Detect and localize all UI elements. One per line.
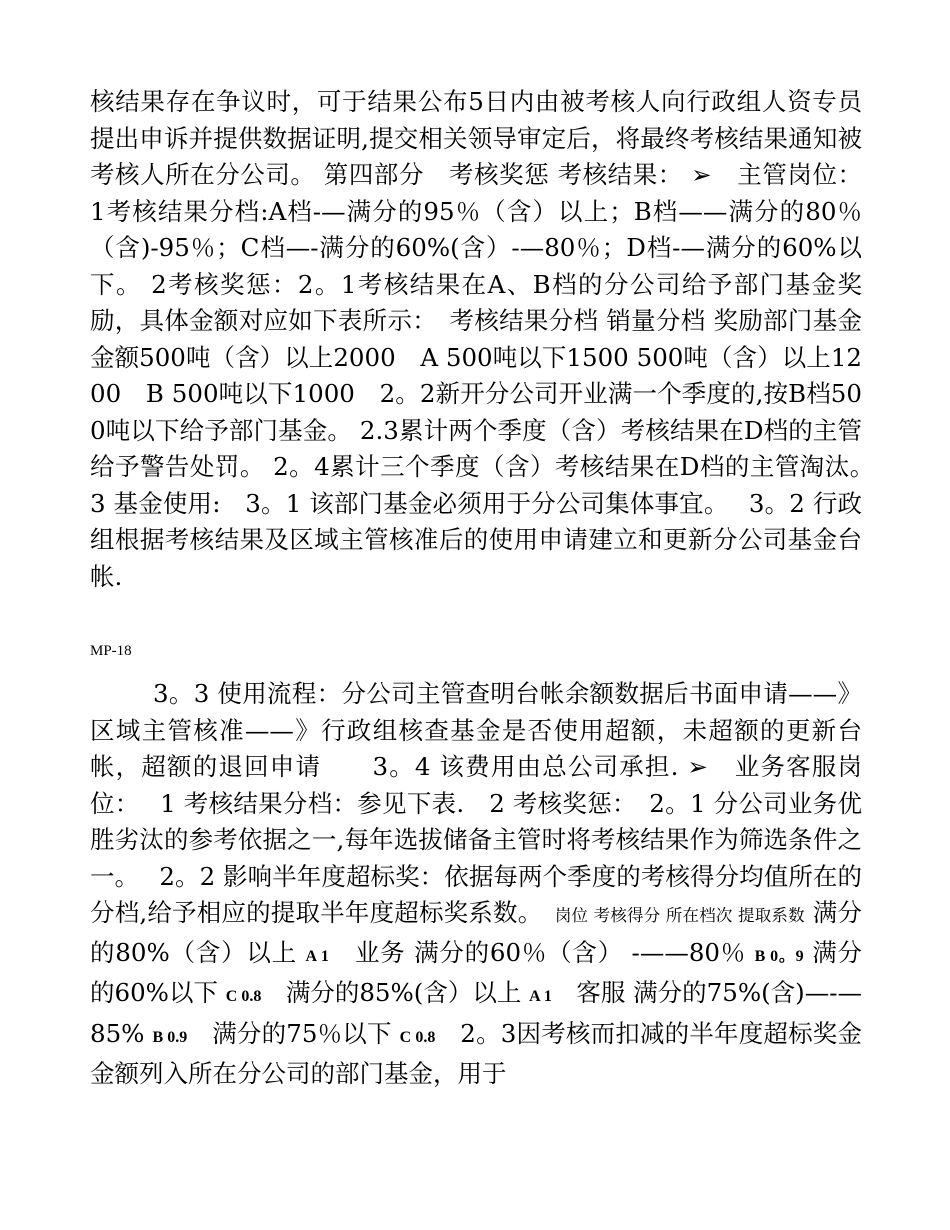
body-paragraph-1: 核结果存在争议时，可于结果公布5日内由被考核人向行政组人资专员提出申诉并提供数据证明,提交相关领导审定后，将最终考核结果通知被考核人所在分公司。 第四部分 考核奖惩 考核结果： ➢ 主管岗位： 1考核结果分档:A档-—满分的95％（含）以上；B档——满分的80％（含)-95％；C档—-满分的60%(含）-—80％；D档-—满分的60%以下。 2考核奖惩：2。1考核结果在A、B档的分公司给予部门基金奖励，具体金额对应如下表所示： 考核结果分档 销量分档 奖励部门基金金额500吨（含）以上2000 A 500吨以下1500 500吨（含）以上1200 B 500吨以下1000 2。2新开分公司开业满一个季度的,按B档500吨以下给予部门基金。 2.3累计两个季度（含）考核结果在D档的主管给予警告处罚。 2。4累计三个季度（含）考核结果在D档的主管淘汰。 3 基金使用: 3。1 该部门基金必须用于分公司集体事宜。 3。2 行政组根据考核结果及区域主管核准后的使用申请建立和更新分公司基金台帐. <box>90 87 895 591</box>
table-row-2-grade: B 0。9 <box>754 947 804 965</box>
table-row-6-grade: C 0.8 <box>399 1028 436 1046</box>
table-header-inline: 岗位 考核得分 所在档次 提取系数 <box>554 906 805 925</box>
table-row-5-grade: B 0.9 <box>152 1028 188 1046</box>
table-row-4-grade: A 1 <box>529 988 552 1005</box>
paragraph-2-text: 3。3 使用流程：分公司主管查明台帐余额数据后书面申请——》区域主管核准——》行政组核查基金是否使用超额，未超额的更新台帐，超额的退回申请 3。4 该费用由总公司承担. ➢ 业务客服岗位： 1 考核结果分档：参见下表. 2 考核奖惩： 2。1 分公司业务优胜劣汰的参考依据之一,每年选拔储备主管时将考核结果作为筛选条件之一。 2。2 影响半年度超标奖：依据每两个季度的考核得分均值所在的分档,给予相应的提取半年度超标奖系数。 <box>90 679 862 927</box>
table-row-1-grade: A 1 <box>305 947 329 965</box>
table-row-3-grade: C 0.8 <box>225 988 262 1005</box>
table-row-5-text: 客服 满分的75%(含)—-—85% <box>90 978 863 1048</box>
table-row-3-text: 满分的60%以下 <box>90 937 862 1007</box>
page-footer-code: MP-18 <box>90 643 132 659</box>
table-row-6-text: 满分的75％以下 <box>187 1018 400 1048</box>
table-row-2-text: 业务 满分的60％（含） -——80％ <box>328 937 755 967</box>
table-row-1-text: 满分的80%（含）以上 <box>90 898 862 967</box>
table-row-4-text: 满分的85%(含）以上 <box>261 978 530 1007</box>
body-paragraph-2 <box>90 676 862 1093</box>
paragraph-2-end: 2。3因考核而扣减的半年度超标奖金金额列入所在分公司的部门基金，用于 <box>90 1018 862 1088</box>
